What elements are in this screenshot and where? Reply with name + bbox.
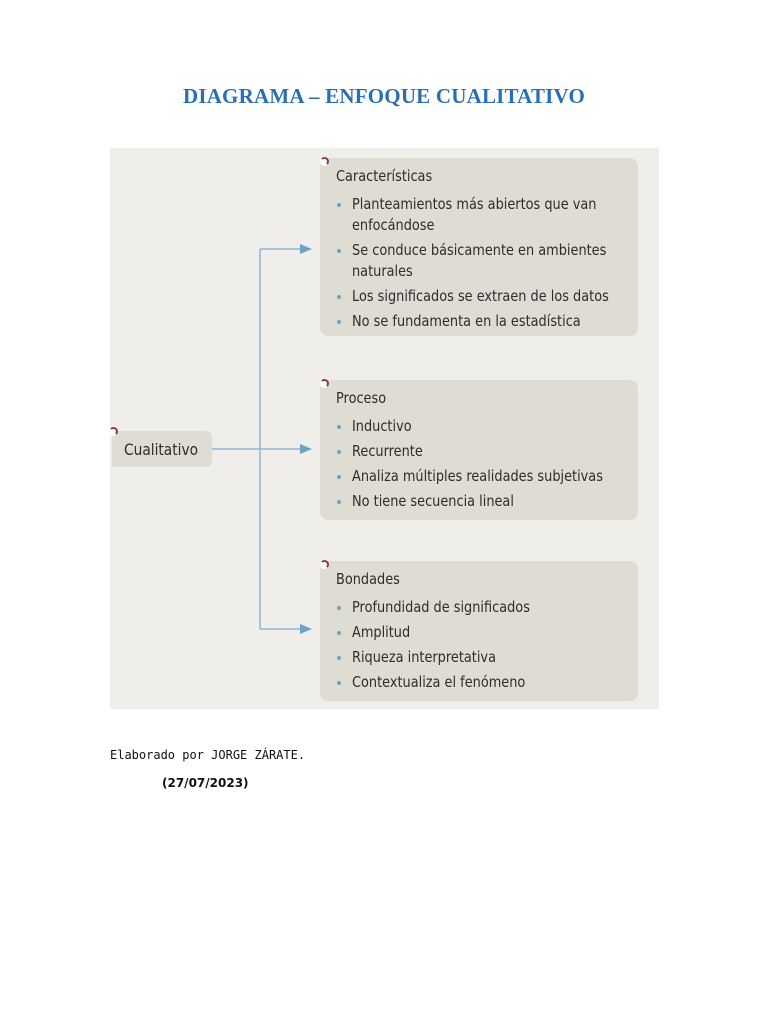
list-item: Los significados se extraen de los datos: [336, 286, 636, 307]
list-item: No tiene secuencia lineal: [336, 491, 636, 512]
bullet-icon: [337, 606, 341, 610]
arrowhead-bondades: [300, 624, 312, 634]
node-marker-icon: [109, 427, 118, 436]
list-item: Recurrente: [336, 441, 636, 462]
box-item-list: [336, 194, 636, 336]
node-marker-icon: [320, 379, 329, 388]
bullet-icon: [337, 295, 341, 299]
bullet-icon: [337, 681, 341, 685]
bullet-icon: [337, 320, 341, 324]
bullet-icon: [337, 425, 341, 429]
box-title: Proceso: [336, 389, 387, 407]
list-item: Profundidad de significados: [336, 597, 636, 618]
list-item: Se conduce básicamente en ambientes naturales: [336, 240, 636, 282]
box-item-list: [336, 597, 636, 697]
date-line: (27/07/2023): [162, 776, 249, 790]
arrowhead-caracteristicas: [300, 244, 312, 254]
root-node-box: [112, 431, 212, 467]
box-item-list: [336, 416, 636, 516]
bullet-icon: [337, 500, 341, 504]
list-item: Inductivo: [336, 416, 636, 437]
box-proceso: [320, 380, 638, 520]
node-marker-icon: [320, 157, 329, 166]
author-line: Elaborado por JORGE ZÁRATE.: [110, 748, 306, 762]
box-title: Características: [336, 167, 433, 185]
box-caracteristicas: [320, 158, 638, 336]
bullet-icon: [337, 631, 341, 635]
root-node-label: Cualitativo: [124, 440, 199, 459]
box-title: Bondades: [336, 570, 400, 588]
arrowhead-proceso: [300, 444, 312, 454]
list-item: Amplitud: [336, 622, 636, 643]
bullet-icon: [337, 249, 341, 253]
page-title: DIAGRAMA – ENFOQUE CUALITATIVO: [182, 84, 586, 108]
list-item: Contextualiza el fenómeno: [336, 672, 636, 693]
bullet-icon: [337, 656, 341, 660]
qualitative-approach-diagram: [110, 148, 659, 709]
box-bondades: [320, 561, 638, 701]
bullet-icon: [337, 203, 341, 207]
list-item: Planteamientos más abiertos que van enfocándose: [336, 194, 636, 236]
list-item: Analiza múltiples realidades subjetivas: [336, 466, 636, 487]
node-marker-icon: [320, 560, 329, 569]
list-item: Riqueza interpretativa: [336, 647, 636, 668]
list-item: No se fundamenta en la estadística: [336, 311, 636, 332]
bullet-icon: [337, 475, 341, 479]
bullet-icon: [337, 450, 341, 454]
